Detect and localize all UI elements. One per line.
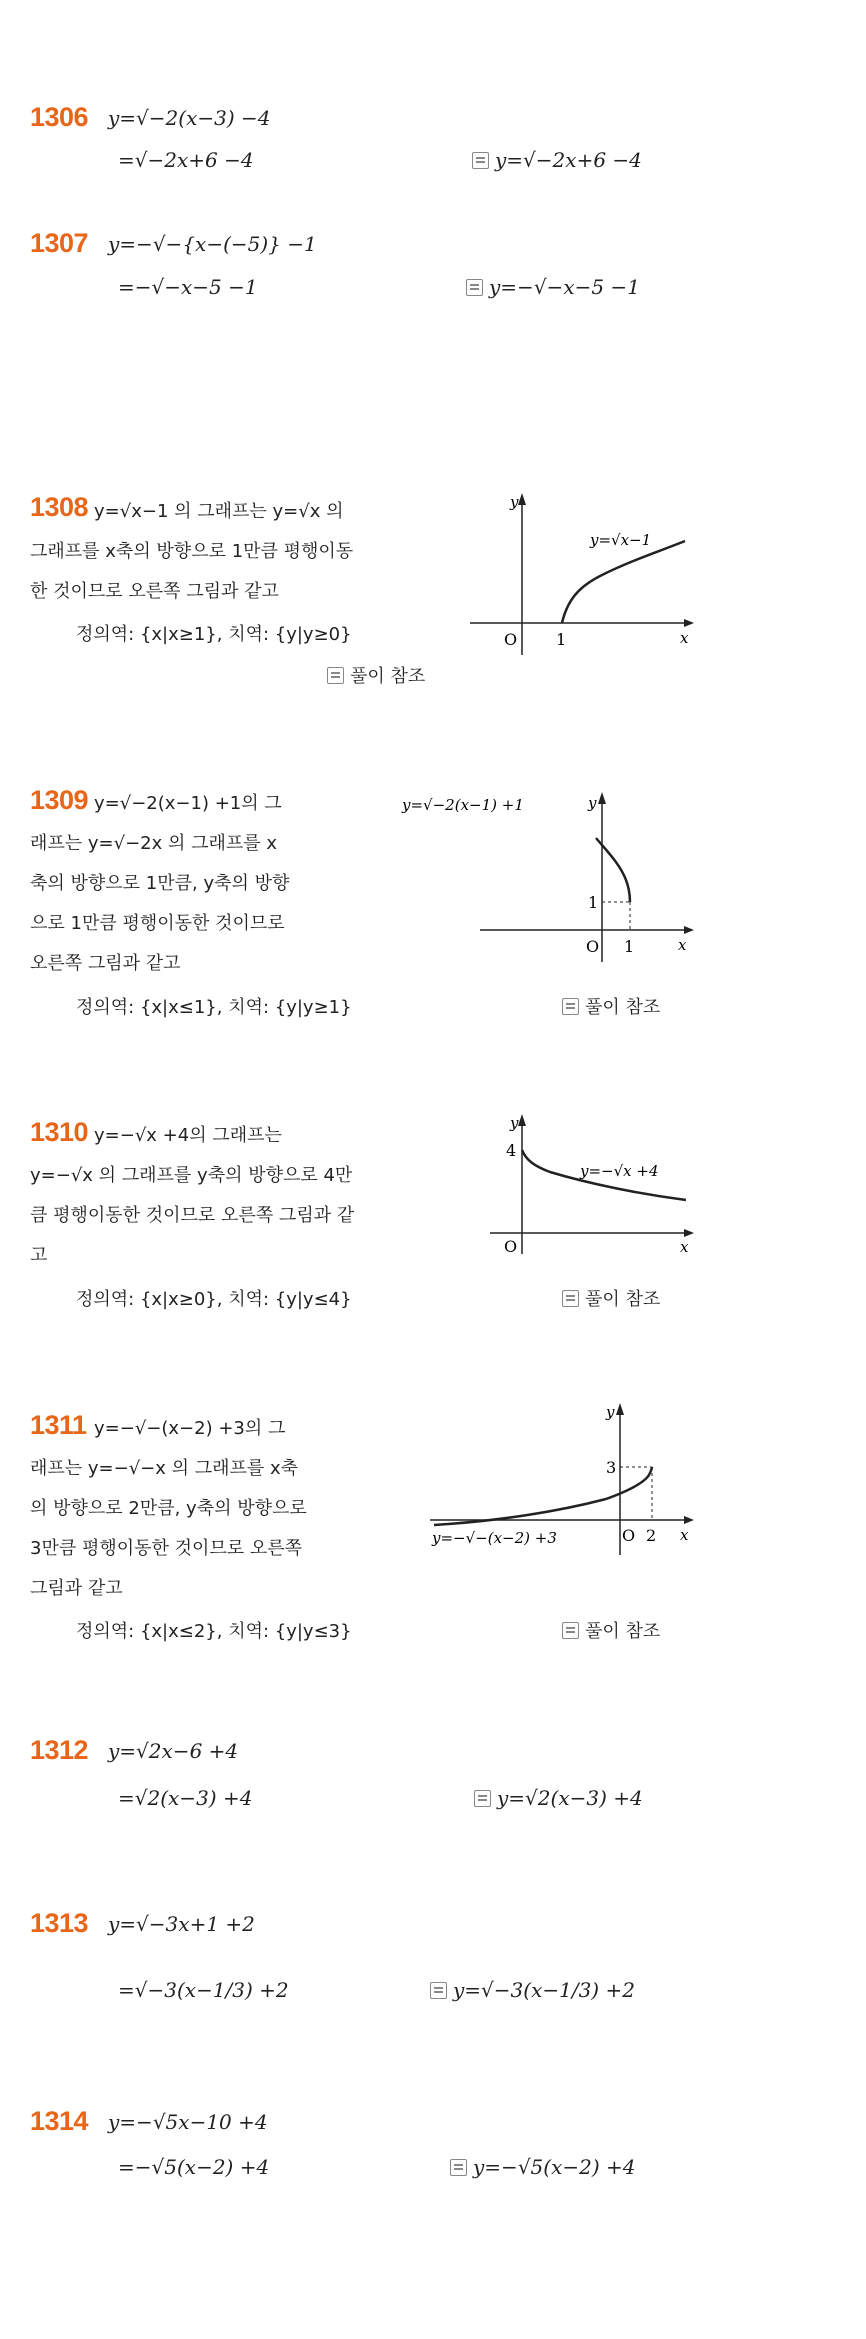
origin-label: O — [504, 1237, 518, 1256]
y-axis-label: y — [588, 794, 597, 812]
equation-line-1: y=√−2(x−3) −4 — [108, 106, 271, 130]
problem-number: 1310 — [30, 1117, 89, 1147]
reference — [562, 1617, 660, 1643]
y-tick-label: 4 — [506, 1141, 517, 1160]
explanation-line: 한 것이므로 오른쪽 그림과 같고 — [30, 581, 279, 602]
answer-icon — [472, 152, 489, 169]
reference-text: 풀이 참조 — [585, 997, 661, 1018]
domain-range: 정의역: {x|x≤1}, 치역: {y|y≥1} — [76, 997, 352, 1018]
explanation-line: 고 — [30, 1245, 48, 1266]
explanation-line: 축의 방향으로 1만큼, y축의 방향 — [30, 873, 290, 894]
explanation-line: y=√x−1 의 그래프는 y=√x 의 — [94, 501, 344, 522]
explanation-line: 큼 평행이동한 것이므로 오른쪽 그림과 같 — [30, 1205, 355, 1226]
domain-range: 정의역: {x|x≥0}, 치역: {y|y≤4} — [76, 1289, 352, 1310]
answer-text: y=√2(x−3) +4 — [497, 1786, 643, 1810]
answer — [430, 1978, 635, 2002]
curve-label: y=−√x +4 — [580, 1162, 659, 1180]
y-axis-label: y — [510, 1114, 519, 1132]
reference-text: 풀이 참조 — [350, 666, 426, 687]
x-tick-label: 1 — [624, 937, 635, 956]
answer-icon — [562, 998, 579, 1015]
equation-line-1: y=√−3x+1 +2 — [108, 1912, 255, 1936]
y-axis-label: y — [510, 493, 519, 511]
answer-text: y=√−2x+6 −4 — [495, 148, 642, 172]
explanation-line: 3만큼 평행이동한 것이므로 오른쪽 — [30, 1538, 303, 1559]
reference — [562, 993, 660, 1019]
explanation-line: y=√−2(x−1) +1의 그 — [94, 793, 282, 814]
graph-1311 — [430, 1395, 700, 1565]
equation-line-2: =−√5(x−2) +4 — [118, 2155, 270, 2179]
problem-number: 1309 — [30, 785, 89, 815]
answer-icon — [466, 279, 483, 296]
equation-line-1: y=√2x−6 +4 — [108, 1739, 239, 1763]
graph-1310 — [490, 1108, 700, 1258]
x-axis-arrow — [684, 926, 694, 934]
answer-icon — [327, 667, 344, 684]
equation-line-2: =√−2x+6 −4 — [118, 148, 254, 172]
explanation-line: 오른쪽 그림과 같고 — [30, 953, 181, 974]
answer-text: y=−√5(x−2) +4 — [473, 2155, 636, 2179]
answer-icon — [562, 1290, 579, 1307]
curve-label: y=√−2(x−1) +1 — [402, 796, 524, 814]
reference — [327, 662, 425, 688]
curve-label: y=√x−1 — [590, 531, 652, 549]
explanation-line: 으로 1만큼 평행이동한 것이므로 — [30, 913, 285, 934]
x-tick-label: 1 — [556, 630, 567, 649]
answer-text: y=−√−x−5 −1 — [489, 275, 640, 299]
reference-text: 풀이 참조 — [585, 1621, 661, 1642]
answer-icon — [430, 1982, 447, 1999]
x-axis-label: x — [678, 936, 687, 954]
problem-number: 1313 — [30, 1908, 89, 1938]
answer-icon — [474, 1790, 491, 1807]
equation-line-2: =√−3(x−1/3) +2 — [118, 1978, 289, 2002]
problem-number: 1307 — [30, 228, 89, 258]
x-axis-arrow — [684, 619, 694, 627]
y-axis-arrow — [518, 493, 526, 505]
explanation-line: y=−√x +4의 그래프는 — [94, 1125, 282, 1146]
explanation-line: 의 방향으로 2만큼, y축의 방향으로 — [30, 1498, 307, 1519]
explanation-line: 래프는 y=−√−x 의 그래프를 x축 — [30, 1458, 299, 1479]
curve — [596, 838, 630, 902]
graph-1308 — [470, 485, 700, 660]
x-axis-label: x — [680, 1526, 689, 1544]
y-axis-arrow — [598, 792, 606, 804]
problem-number: 1312 — [30, 1735, 89, 1765]
answer-text: y=√−3(x−1/3) +2 — [453, 1978, 635, 2002]
curve-label: y=−√−(x−2) +3 — [432, 1529, 557, 1547]
y-tick-label: 1 — [588, 893, 599, 912]
y-tick-label: 3 — [606, 1458, 617, 1477]
problem-number: 1306 — [30, 102, 89, 132]
equation-line-1: y=−√5x−10 +4 — [108, 2110, 268, 2134]
explanation-line: 그래프를 x축의 방향으로 1만큼 평행이동 — [30, 541, 354, 562]
y-axis-arrow — [518, 1114, 526, 1126]
answer — [450, 2155, 636, 2179]
explanation-line: y=−√x 의 그래프를 y축의 방향으로 4만 — [30, 1165, 353, 1186]
explanation-line: y=−√−(x−2) +3의 그 — [94, 1418, 286, 1439]
x-axis-label: x — [680, 629, 689, 647]
answer — [472, 148, 642, 172]
answer — [474, 1786, 643, 1810]
problem-number: 1311 — [30, 1410, 87, 1440]
origin-label: O — [586, 937, 600, 956]
equation-line-2: =−√−x−5 −1 — [118, 275, 258, 299]
answer — [466, 275, 640, 299]
domain-range: 정의역: {x|x≤2}, 치역: {y|y≤3} — [76, 1621, 352, 1642]
domain-range: 정의역: {x|x≥1}, 치역: {y|y≥0} — [76, 624, 352, 645]
problem-number: 1308 — [30, 492, 89, 522]
x-axis-arrow — [684, 1516, 694, 1524]
reference — [562, 1285, 660, 1311]
reference-text: 풀이 참조 — [585, 1289, 661, 1310]
y-axis-arrow — [616, 1403, 624, 1415]
x-tick-label: 2 — [646, 1526, 657, 1545]
explanation-line: 래프는 y=√−2x 의 그래프를 x — [30, 833, 278, 854]
curve — [562, 541, 685, 623]
x-axis-label: x — [680, 1238, 689, 1256]
origin-label: O — [504, 630, 518, 649]
answer-icon — [562, 1622, 579, 1639]
equation-line-2: =√2(x−3) +4 — [118, 1786, 253, 1810]
y-axis-label: y — [606, 1403, 615, 1421]
graph-1309 — [400, 780, 700, 965]
equation-line-1: y=−√−{x−(−5)} −1 — [108, 232, 317, 256]
answer-icon — [450, 2159, 467, 2176]
x-axis-arrow — [684, 1229, 694, 1237]
problem-number: 1314 — [30, 2106, 89, 2136]
explanation-line: 그림과 같고 — [30, 1578, 123, 1599]
origin-label: O — [622, 1526, 636, 1545]
